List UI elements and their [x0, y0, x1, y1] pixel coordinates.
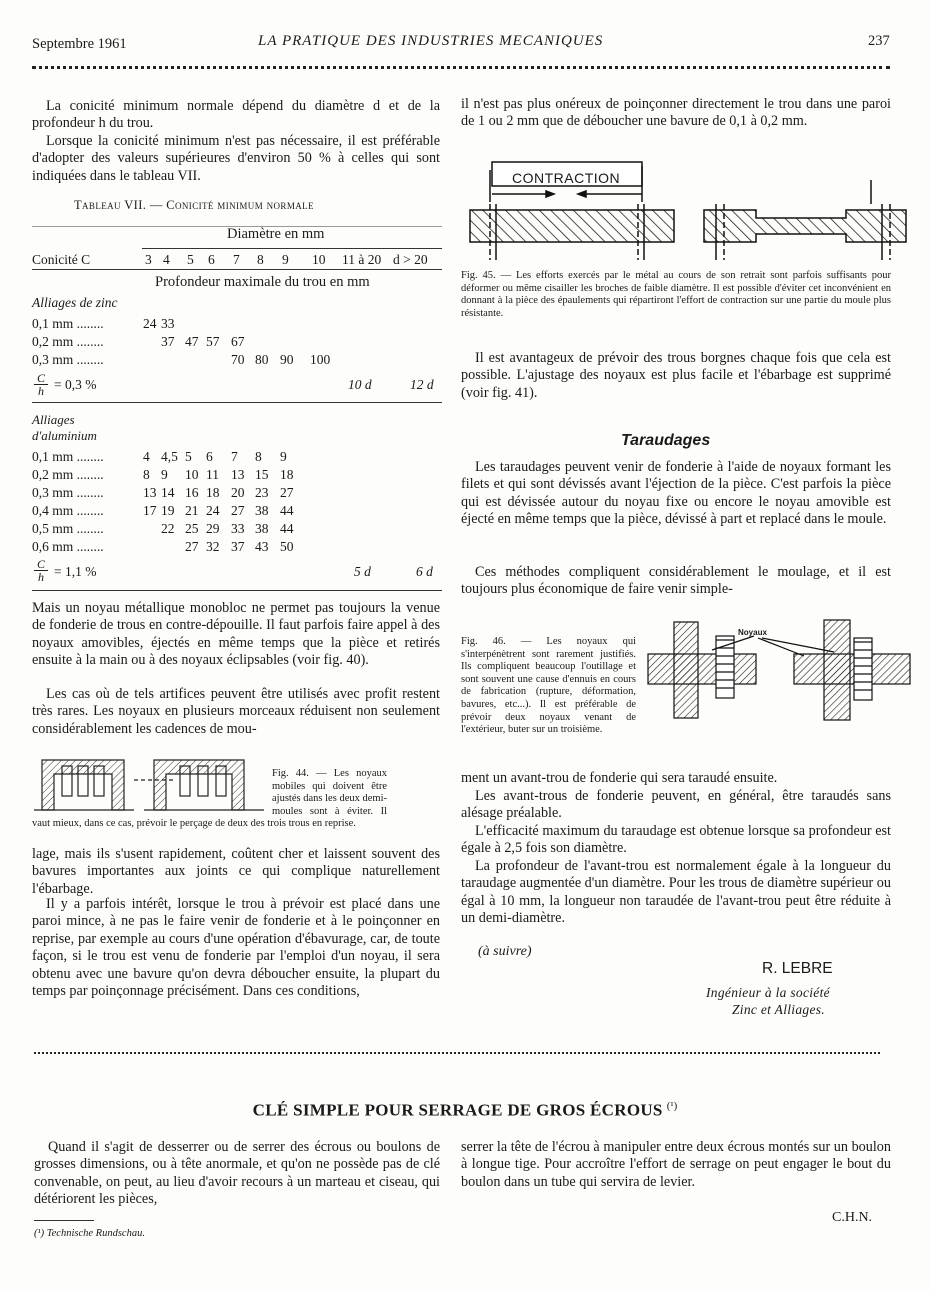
table-cell: 57: [206, 334, 220, 349]
table-cell: 37: [231, 539, 245, 554]
table-cell: 47: [185, 334, 199, 349]
to-be-continued: (à suivre): [478, 944, 532, 959]
alu-label: Alliages d'aluminium: [32, 412, 97, 443]
table-cell: 44: [280, 503, 294, 518]
left-paragraph-1: La conicité minimum normale dépend du diamètre d et de la profondeur h du trou.: [32, 98, 440, 132]
table-row-label: 0,3 mm ........: [32, 485, 104, 500]
table-cell: 100: [310, 352, 331, 367]
article2-title: CLÉ SIMPLE POUR SERRAGE DE GROS ÉCROUS: [252, 1100, 663, 1120]
table-cell: 5: [185, 449, 192, 464]
table-cell: 8: [255, 449, 262, 464]
table-col-header: 4: [163, 252, 170, 267]
article-separator: [34, 1052, 880, 1054]
alu-ratio-6d: 6 d: [416, 564, 433, 579]
table-cell: 38: [255, 521, 269, 536]
article2-title-note: (¹): [666, 1100, 678, 1112]
zinc-ratio-value: = 0,3 %: [54, 377, 97, 392]
left-paragraph-5: lage, mais ils s'usent rapidement, coûtent cher et laissent souvent des bavures importantes aux joints ce qui complique naturellement l'ébarbage.: [32, 846, 440, 897]
table-row: [32, 333, 442, 350]
table-col-header: 6: [208, 252, 215, 267]
alu-ratio-5d: 5 d: [354, 564, 371, 579]
right-paragraph-1: il n'est pas plus onéreux de poinçonner directement le trou dans une paroi de 1 ou 2 mm que de déboucher une bavure de 0,1 à 0,2 mm.: [461, 96, 891, 130]
table-cell: 20: [231, 485, 245, 500]
right-paragraph-6: Les avant-trous de fonderie peuvent, en général, être taraudés sans alésage préalable.: [461, 788, 891, 822]
table-cell: 15: [255, 467, 269, 482]
table-cell: 9: [161, 467, 168, 482]
table-cell: 11: [206, 467, 219, 482]
zinc-label: Alliages de zinc: [32, 295, 118, 310]
table-columns-row: [32, 251, 442, 268]
table-cell: 9: [280, 449, 287, 464]
table-col-header: 11 à 20: [342, 252, 382, 267]
table-cell: 33: [161, 316, 175, 331]
header-dotted-rule: [32, 66, 890, 69]
table-cell: 27: [280, 485, 294, 500]
table-row: [32, 538, 442, 555]
table-cell: 8: [143, 467, 150, 482]
table-row-label: 0,1 mm ........: [32, 316, 104, 331]
left-paragraph-3: Mais un noyau métallique monobloc ne permet pas toujours la venue de fonderie de trous en contre-dépouille. Il faut parfois faire appel à des noyaux amovibles, éjectés en même temps que la pièce et retirés ensuite à la main ou à des noyaux éclipsables (voir fig. 40).: [32, 600, 440, 669]
table-cell: 67: [231, 334, 245, 349]
table-cell: 18: [206, 485, 220, 500]
table-cell: 38: [255, 503, 269, 518]
table-row: [32, 466, 442, 483]
table-row-label: 0,3 mm ........: [32, 352, 104, 367]
table-cell: 43: [255, 539, 269, 554]
table-caption: Tableau VII. — Conicité minimum normale: [74, 198, 314, 212]
left-paragraph-2: Lorsque la conicité minimum n'est pas nécessaire, il est préférable d'adopter des valeurs supérieures d'environ 50 % à celles qui sont indiquées dans le tableau VII.: [32, 133, 440, 184]
right-paragraph-3: Les taraudages peuvent venir de fonderie à l'aide de noyaux formant les filets et qui sont dévissés avant l'éjection de la pièce. C'est parfois la pièce qui est dévissée autour du noyau fixe ou encore le noyau amovible est éjecté en même temps que la pièce, dévissé à part et replacé dans le moule.: [461, 459, 891, 528]
table-vii: [32, 218, 442, 598]
table-cell: 27: [185, 539, 199, 554]
table-col-header: 10: [312, 252, 326, 267]
table-cell: 17: [143, 503, 157, 518]
table-cell: 16: [185, 485, 199, 500]
table-cell: 18: [280, 467, 294, 482]
table-cell: 23: [255, 485, 269, 500]
header-date: Septembre 1961: [32, 36, 127, 52]
table-row: [32, 448, 442, 465]
journal-title: LA PRATIQUE DES INDUSTRIES MECANIQUES: [258, 33, 604, 49]
right-paragraph-5: ment un avant-trou de fonderie qui sera taraudé ensuite.: [461, 770, 778, 786]
article2-right-paragraph: serrer la tête de l'écrou à manipuler entre deux écrous montés sur un boulon à longue tige. Pour accroître l'effort de serrage on peut engager le bout du boulon dans un tube qui servira de levier.: [461, 1139, 891, 1190]
table-row-label: 0,6 mm ........: [32, 539, 104, 554]
left-paragraph-6: Il y a parfois intérêt, lorsque le trou à prévoir est placé dans une paroi mince, à ne pas le faire venir de fonderie et à le poinçonner en reprise, par exemple au cours d'une opération d'ébavurage, car, de toute façon, si le trou est venu de fonderie par l'emploi d'un noyau, il sera obtenu avec une bavure qu'on devra déboucher ensuite, la plupart du temps par poinçonnage précisément. Dans ces conditions,: [32, 896, 440, 1000]
right-paragraph-4: Ces méthodes compliquent considérablement le moulage, et il est toujours plus économique de faire venir simple-: [461, 564, 891, 598]
right-paragraph-7: L'efficacité maximum du taraudage est obtenue lorsque sa profondeur est égale à 2,5 fois son diamètre.: [461, 823, 891, 857]
table-row-label: 0,4 mm ........: [32, 503, 104, 518]
section-heading-taraudages: Taraudages: [621, 432, 711, 449]
table-col-header: 8: [257, 252, 264, 267]
table-cell: 7: [231, 449, 238, 464]
table-row: [32, 520, 442, 537]
table-col-header: 7: [233, 252, 240, 267]
table-cell: 70: [231, 352, 245, 367]
alu-ratio-fraction: C h: [34, 558, 48, 583]
table-cell: 25: [185, 521, 199, 536]
article2-left-paragraph: Quand il s'agit de desserrer ou de serrer des écrous ou boulons de grosses dimensions, ou à tête anormale, et qu'on ne possède pas de clé convenable, on peut, au lieu d'avoir recours à un marteau et ciseau, qui détériorent les pièces,: [34, 1139, 440, 1208]
footnote: (¹) Technische Rundschau.: [34, 1228, 145, 1239]
table-cell: 44: [280, 521, 294, 536]
figure-45-caption: Fig. 45. — Les efforts exercés par le métal au cours de son retrait sont parfois suffisants pour déformer ou même cisailler les broches de faible diamètre. Il est possible d'éviter cet inconvénient en donnant à la pièce des épaulements qui répartiront l'effort de contraction sur une partie du moule plus résistante.: [461, 270, 891, 319]
right-paragraph-8: La profondeur de l'avant-trou est normalement égale à la longueur du taraudage augmentée d'un diamètre. Pour les trous de diamètre supérieur ou égal à 10 mm, la longueur non taraudée de l'avant-trou peut être réduite à un demi-diamètre.: [461, 858, 891, 927]
page-number: 237: [868, 33, 890, 49]
figure-46-caption: Fig. 46. — Les noyaux qui s'interpénètrent sont rarement justifiés. Ils compliquent beaucoup l'outillage et sont souvent une cause d'ennuis en cours de fabrication (rupture, déformation, bavures, etc...). Il est préférable de prévoir deux noyaux venant de l'extérieur, buter sur un troisième.: [461, 636, 636, 736]
table-cell: 13: [231, 467, 245, 482]
table-cell: 4,5: [161, 449, 178, 464]
table-cell: 24: [206, 503, 220, 518]
table-cell: 22: [161, 521, 175, 536]
article2-signature: C.H.N.: [832, 1210, 873, 1225]
table-row-label: 0,2 mm ........: [32, 467, 104, 482]
table-col-header: d > 20: [393, 252, 428, 267]
table-cell: 10: [185, 467, 199, 482]
table-row-label: 0,2 mm ........: [32, 334, 104, 349]
table-col-header: 9: [282, 252, 289, 267]
footnote-rule: [34, 1220, 94, 1221]
author-name: R. LEBRE: [762, 960, 833, 977]
table-cell: 13: [143, 485, 157, 500]
table-row: [32, 351, 442, 368]
table-col-header: 3: [145, 252, 152, 267]
alu-ratio-value: = 1,1 %: [54, 564, 97, 579]
left-paragraph-4: Les cas où de tels artifices peuvent être utilisés avec profit restent très rares. Les noyaux en plusieurs morceaux réduisent non seulement considérablement les cadences de mou-: [32, 686, 440, 737]
table-cell: 14: [161, 485, 175, 500]
col-conicite: Conicité C: [32, 252, 91, 267]
table-row-label: 0,5 mm ........: [32, 521, 104, 536]
zinc-ratio-10d: 10 d: [348, 377, 372, 392]
zinc-ratio-12d: 12 d: [410, 377, 434, 392]
table-cell: 6: [206, 449, 213, 464]
table-row: [32, 502, 442, 519]
right-paragraph-2: Il est avantageux de prévoir des trous borgnes chaque fois que cela est possible. L'ajustage des noyaux est plus facile et l'ébarbage est supprimé (voir fig. 41).: [461, 350, 891, 401]
contraction-label: CONTRACTION: [512, 170, 621, 186]
table-head-profondeur: Profondeur maximale du trou en mm: [155, 274, 370, 290]
table-col-header: 5: [187, 252, 194, 267]
author-title-2: Zinc et Alliages.: [732, 1002, 825, 1017]
figure-44-caption: Fig. 44. — Les noyaux mobiles qui doivent être ajustés dans les deux demi-moules sont à éviter. Il vaut mieux, dans ce cas, prévoir le perçage de deux des trois trous en reprise.: [32, 768, 387, 830]
table-cell: 32: [206, 539, 220, 554]
table-head-diametre: Diamètre en mm: [227, 226, 325, 242]
figure-46-label-noyaux: Noyaux: [738, 628, 767, 637]
table-cell: 24: [143, 316, 157, 331]
author-title-1: Ingénieur à la société: [706, 985, 830, 1000]
table-cell: 19: [161, 503, 175, 518]
table-row: [32, 315, 442, 332]
zinc-ratio-fraction: C h: [34, 372, 48, 397]
table-cell: 4: [143, 449, 150, 464]
table-row: [32, 484, 442, 501]
table-cell: 37: [161, 334, 175, 349]
table-row-label: 0,1 mm ........: [32, 449, 104, 464]
table-cell: 50: [280, 539, 294, 554]
table-cell: 80: [255, 352, 269, 367]
table-cell: 21: [185, 503, 199, 518]
table-cell: 27: [231, 503, 245, 518]
table-cell: 90: [280, 352, 294, 367]
table-cell: 29: [206, 521, 220, 536]
table-cell: 33: [231, 521, 245, 536]
